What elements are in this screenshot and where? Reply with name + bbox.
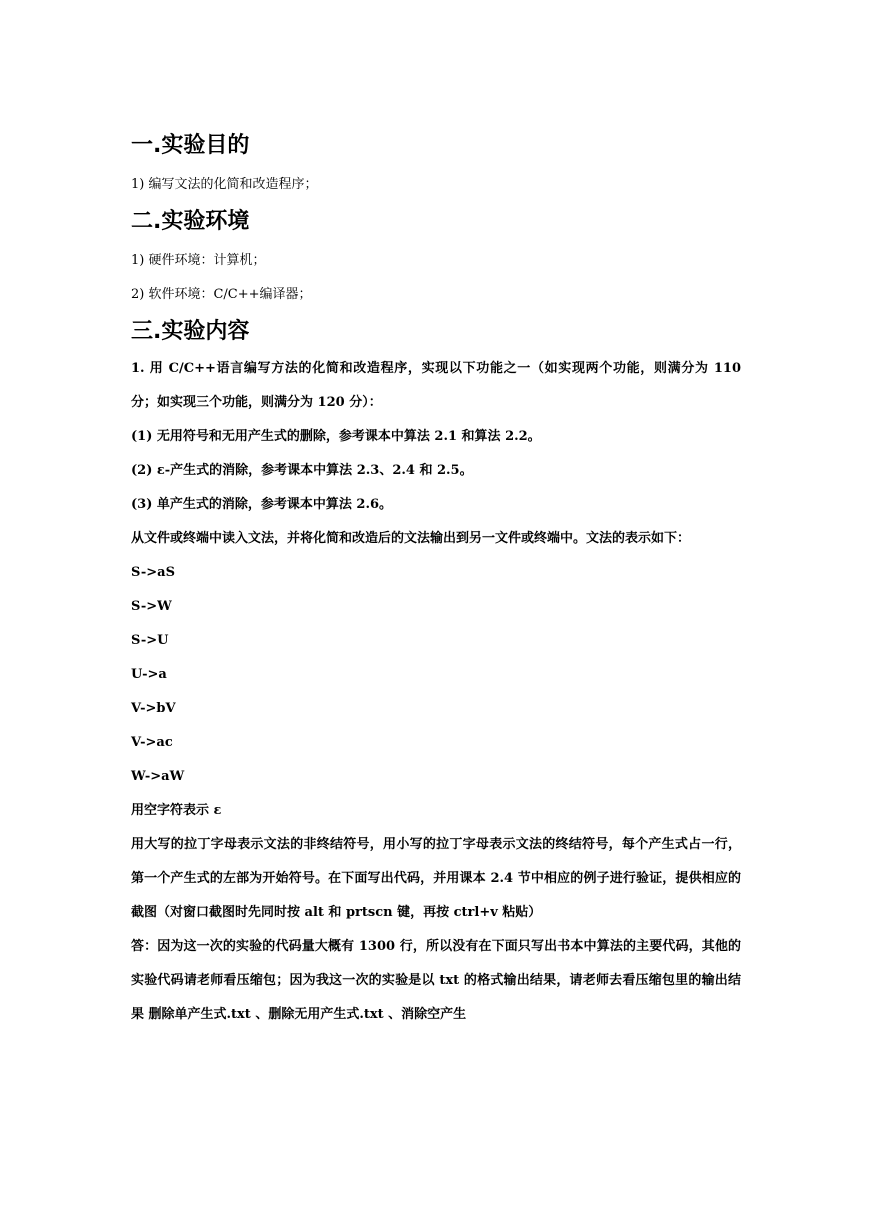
convention-paragraph: 用大写的拉丁字母表示文法的非终结符号，用小写的拉丁字母表示文法的终结符号，每个产生式占一行，第一个产生式的左部为开始符号。在下面写出代码，并用课本 2.4 节中相应的例子进行验证，提供相应的截图（对窗口截图时先同时按 alt 和 prtscn 键，再按 ctrl+v 粘贴） [131, 837, 741, 920]
content-item-1: (1) 无用符号和无用产生式的删除，参考课本中算法 2.1 和算法 2.2。 [131, 429, 541, 444]
grammar-list [131, 556, 741, 794]
environment-item-hardware: 1) 硬件环境：计算机； [131, 253, 266, 268]
grammar-rule: U->a [131, 667, 167, 682]
section-title-content: 三.实验内容 [131, 319, 250, 344]
grammar-rule: W->aW [131, 769, 185, 784]
grammar-rule: S->aS [131, 565, 175, 580]
document-page [131, 130, 741, 1032]
read-description: 从文件或终端中读入文法，并将化简和改造后的文法输出到另一文件或终端中。文法的表示如下： [131, 531, 691, 546]
answer-paragraph: 答：因为这一次的实验的代码量大概有 1300 行，所以没有在下面只写出书本中算法的主要代码，其他的实验代码请老师看压缩包；因为我这一次的实验是以 txt 的格式输出结果，请老师去看压缩包里的输出结果 删除单产生式.txt 、删除无用产生式.txt 、消除空产生 [131, 939, 741, 1022]
content-intro: 1. 用 C/C++语言编写方法的化简和改造程序，实现以下功能之一（如实现两个功能，则满分为 110 分；如实现三个功能，则满分为 120 分）： [131, 361, 741, 410]
content-item-3: (3) 单产生式的消除，参考课本中算法 2.6。 [131, 497, 393, 512]
section-title-environment: 二.实验环境 [131, 209, 250, 234]
section-title-purpose: 一.实验目的 [131, 133, 250, 158]
purpose-item-1: 1) 编写文法的化简和改造程序； [131, 177, 318, 192]
grammar-rule: V->ac [131, 735, 173, 750]
grammar-rule: S->W [131, 599, 172, 614]
grammar-rule: S->U [131, 633, 169, 648]
epsilon-note: 用空字符表示 ε [131, 803, 222, 818]
content-item-2: (2) ε-产生式的消除，参考课本中算法 2.3、2.4 和 2.5。 [131, 463, 473, 478]
grammar-rule: V->bV [131, 701, 176, 716]
environment-item-software: 2) 软件环境：C/C++编译器； [131, 287, 312, 302]
